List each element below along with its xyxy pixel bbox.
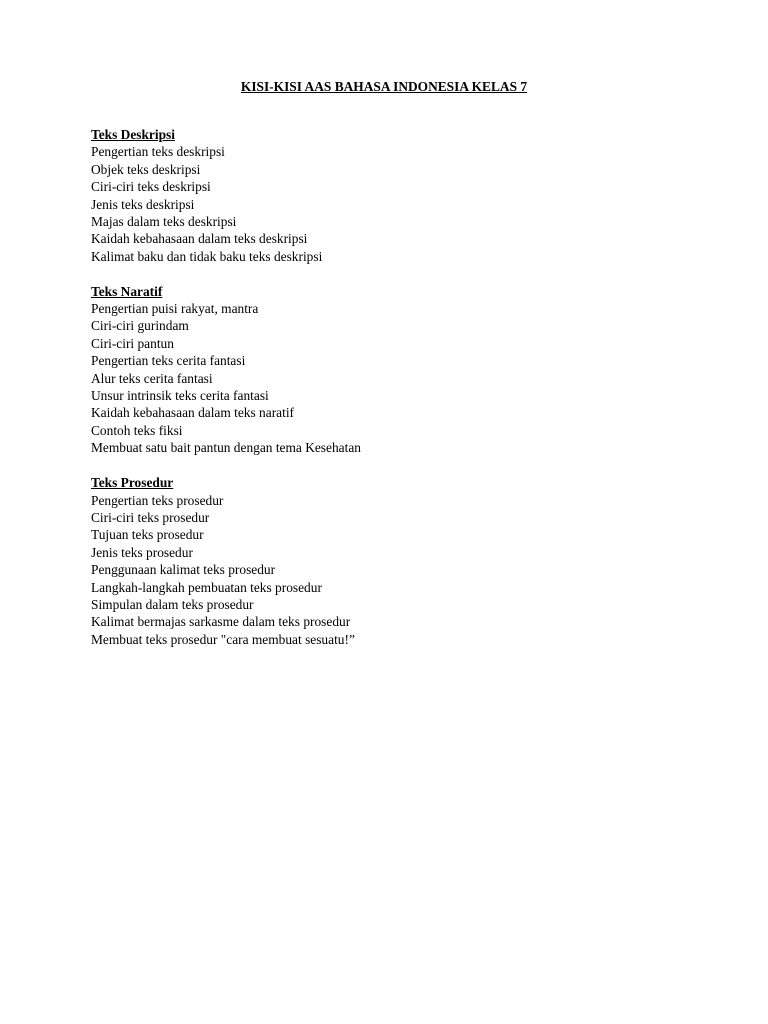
section-teks-deskripsi xyxy=(91,126,711,265)
list-item: Ciri-ciri pantun xyxy=(91,335,174,351)
list-item: Simpulan dalam teks prosedur xyxy=(91,596,254,612)
list-item: Unsur intrinsik teks cerita fantasi xyxy=(91,388,269,404)
document-title: KISI-KISI AAS BAHASA INDONESIA KELAS 7 xyxy=(240,79,528,94)
section-heading: Teks Prosedur xyxy=(91,475,174,491)
list-item: Ciri-ciri teks deskripsi xyxy=(91,179,211,195)
list-item: Ciri-ciri gurindam xyxy=(91,318,189,334)
list-item: Pengertian teks deskripsi xyxy=(91,144,225,160)
list-item: Objek teks deskripsi xyxy=(91,161,201,177)
list-item: Pengertian puisi rakyat, mantra xyxy=(91,301,259,317)
list-item: Kaidah kebahasaan dalam teks deskripsi xyxy=(91,231,308,247)
list-item: Kaidah kebahasaan dalam teks naratif xyxy=(91,405,294,421)
list-item: Jenis teks deskripsi xyxy=(91,196,195,212)
section-teks-naratif xyxy=(91,283,711,457)
section-teks-prosedur xyxy=(91,474,711,648)
list-item: Kalimat bermajas sarkasme dalam teks prosedur xyxy=(91,614,351,630)
list-item: Jenis teks prosedur xyxy=(91,544,193,560)
list-item: Pengertian teks cerita fantasi xyxy=(91,353,246,369)
list-item: Membuat satu bait pantun dengan tema Kesehatan xyxy=(91,440,361,456)
list-item: Membuat teks prosedur "cara membuat sesuatu!” xyxy=(91,631,355,647)
section-item-list xyxy=(91,300,711,457)
document-content xyxy=(91,126,711,666)
list-item: Langkah-langkah pembuatan teks prosedur xyxy=(91,579,322,595)
section-item-list xyxy=(91,143,711,265)
list-item: Kalimat baku dan tidak baku teks deskripsi xyxy=(91,248,323,264)
list-item: Alur teks cerita fantasi xyxy=(91,370,213,386)
section-heading: Teks Naratif xyxy=(91,283,163,299)
list-item: Pengertian teks prosedur xyxy=(91,492,224,508)
section-item-list xyxy=(91,492,711,649)
list-item: Ciri-ciri teks prosedur xyxy=(91,509,210,525)
section-heading: Teks Deskripsi xyxy=(91,127,175,142)
list-item: Tujuan teks prosedur xyxy=(91,527,204,543)
list-item: Contoh teks fiksi xyxy=(91,422,183,438)
list-item: Penggunaan kalimat teks prosedur xyxy=(91,562,276,578)
list-item: Majas dalam teks deskripsi xyxy=(91,214,237,230)
